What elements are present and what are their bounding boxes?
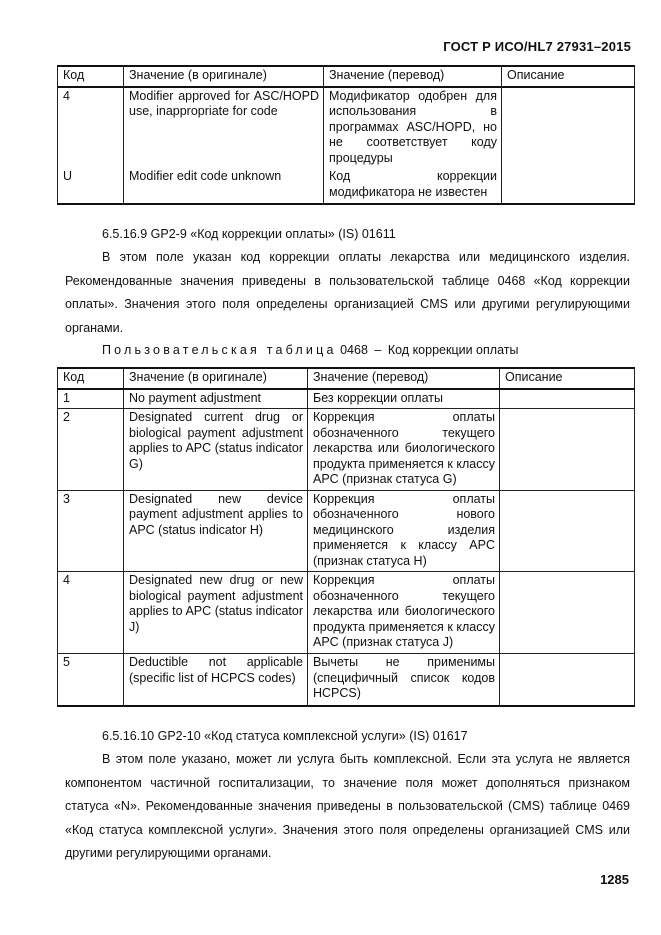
section-heading: 6.5.16.9 GP2-9 «Код коррекции оплаты» (IS) 01611 [102,227,396,241]
column-header: Значение (в оригинале) [124,368,308,389]
description-cell [500,389,635,409]
description-cell [500,490,635,572]
table-header-row [58,66,635,87]
document-header: ГОСТ Р ИСО/HL7 27931–2015 [443,39,631,54]
code-cell: U [58,168,124,204]
translation-cell: Коррекция оплаты обозначенного текущего лекарства или биологического продукта применяется к классу APC (признак статуса J) [308,572,500,654]
table-row [58,654,635,706]
column-header: Код [58,66,124,87]
table-row [58,168,635,204]
column-header: Значение (перевод) [324,66,502,87]
code-cell: 1 [58,389,124,409]
translation-cell: Без коррекции оплаты [308,389,500,409]
section-paragraph: В этом поле указан код коррекции оплаты лекарства или медицинского изделия. Рекомендованные значения приведены в пользовательской таблице 0468 «Код коррекции оплаты». Значения этого поля определены организацией CMS или другими регулирующими органами. [65,250,630,335]
table-header-row [58,368,635,389]
caption-label: Пользовательская таблица [102,343,337,357]
table-caption [102,343,518,357]
original-cell: No payment adjustment [124,389,308,409]
caption-number: 0468 [340,343,368,357]
code-cell: 4 [58,572,124,654]
column-header: Значение (перевод) [308,368,500,389]
original-cell: Modifier edit code unknown [124,168,324,204]
original-cell: Designated current drug or biological payment adjustment applies to APC (status indicator G) [124,409,308,491]
code-cell: 4 [58,87,124,169]
description-cell [502,168,635,204]
original-cell: Designated new drug or new biological payment adjustment applies to APC (status indicator J) [124,572,308,654]
page-number: 1285 [600,872,629,887]
column-header: Значение (в оригинале) [124,66,324,87]
description-cell [500,572,635,654]
translation-cell: Вычеты не применимы (специфичный список кодов HCPCS) [308,654,500,706]
table-1 [57,65,635,205]
caption-title: Код коррекции оплаты [387,343,519,357]
original-cell: Designated new device payment adjustment applies to APC (status indicator H) [124,490,308,572]
column-header: Код [58,368,124,389]
code-cell: 3 [58,490,124,572]
original-cell: Deductible not applicable (specific list of HCPCS codes) [124,654,308,706]
table-row [58,409,635,491]
translation-cell: Коррекция оплаты обозначенного нового медицинского изделия применяется к классу APC (признак статуса H) [308,490,500,572]
original-cell: Modifier approved for ASC/HOPD use, inappropriate for code [124,87,324,169]
column-header: Описание [502,66,635,87]
table-0468 [57,367,635,707]
table-row [58,389,635,409]
table-row [58,490,635,572]
code-cell: 2 [58,409,124,491]
translation-cell: Код коррекции модификатора не известен [324,168,502,204]
translation-cell: Коррекция оплаты обозначенного текущего лекарства или биологического продукта применяется к классу APC (признак статуса G) [308,409,500,491]
caption-dash: – [374,343,382,357]
section-paragraph: В этом поле указано, может ли услуга быть комплексной. Если эта услуга не является компонентом частичной госпитализации, то значение поля может дополняться признаком статуса «N». Рекомендованные значения приведены в пользовательской (CMS) таблице 0469 «Код статуса комплексной услуги». Значения этого поля определены организацией CMS или другими регулирующими органами. [65,752,630,860]
description-cell [502,87,635,169]
description-cell [500,409,635,491]
column-header: Описание [500,368,635,389]
translation-cell: Модификатор одобрен для использования в программах ASC/HOPD, но не соответствует коду процедуры [324,87,502,169]
table-row [58,572,635,654]
table-row [58,87,635,169]
section-heading: 6.5.16.10 GP2-10 «Код статуса комплексной услуги» (IS) 01617 [102,729,468,743]
description-cell [500,654,635,706]
code-cell: 5 [58,654,124,706]
